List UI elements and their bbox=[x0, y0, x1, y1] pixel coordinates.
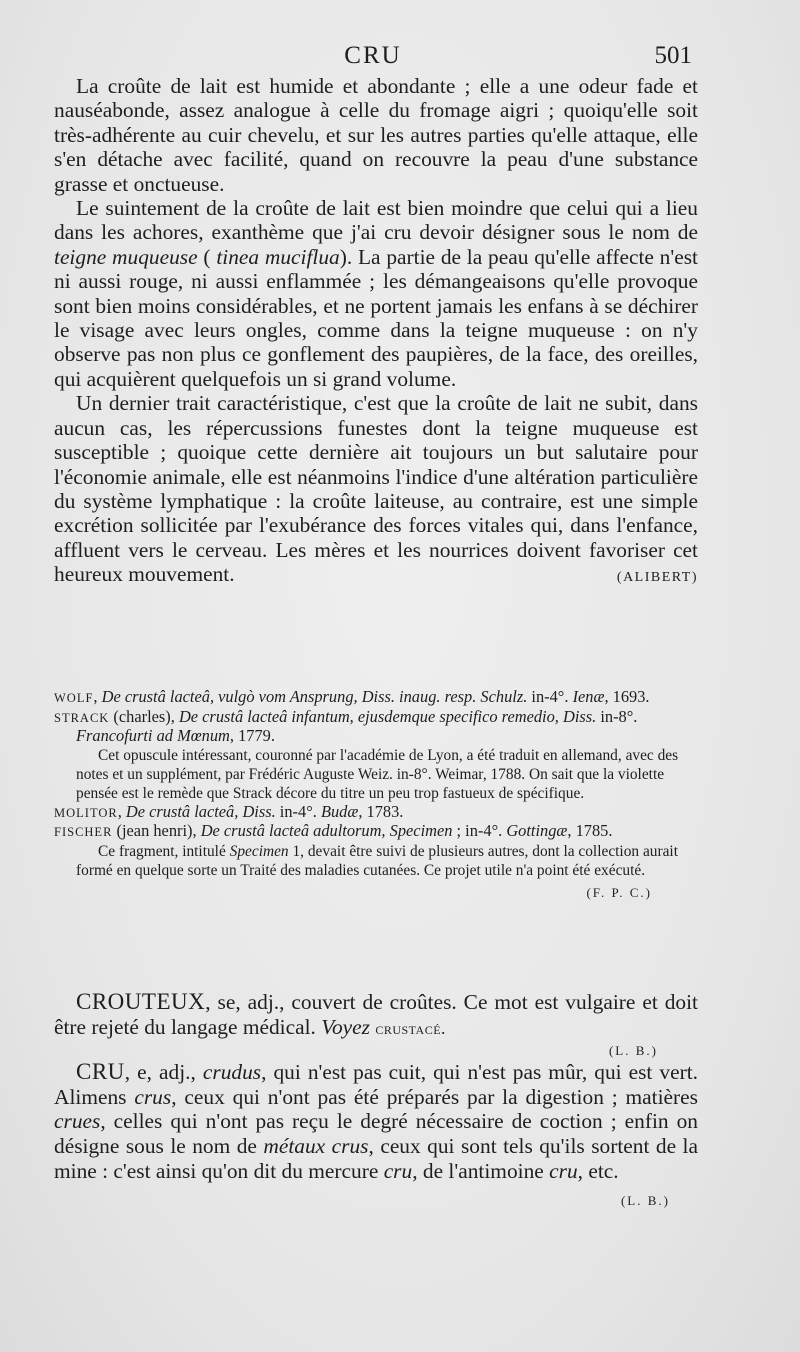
entry-signature: (L. B.) bbox=[620, 1193, 670, 1209]
paragraph-2 bbox=[54, 196, 698, 391]
biblio-year: , 1783. bbox=[358, 801, 404, 821]
italic-term: cru bbox=[383, 1158, 413, 1183]
biblio-title: De crustâ lacteâ, vulgò vom Ansprung, Diss. inaug. resp. Schulz. bbox=[101, 687, 528, 706]
dictionary-entries bbox=[54, 990, 698, 1214]
biblio-author: STRACK bbox=[54, 710, 110, 725]
headword-cru: CRU bbox=[76, 1059, 125, 1085]
italic-term: crus bbox=[134, 1084, 172, 1109]
biblio-title: De crustâ lacteâ infantum, ejusdemque specifico remedio, Diss. bbox=[178, 706, 597, 726]
biblio-format: in-4°. bbox=[275, 801, 321, 821]
biblio-entry-strack bbox=[54, 708, 698, 746]
paragraph-2-text-c: ). La partie de la peau qu'elle affecte n'est ni aussi rouge, ni aussi enflammée ; les démangeaisons qu'elle provoque sont bien moins considérables, et ne portent jamais les enfans à se déchirer le visage avec leurs ongles, comme dans la teigne muqueuse : on n'y observe pas non plus ce gonflement des paupières, de la face, des oreilles, qui acquièrent quelquefois un si grand volume. bbox=[54, 244, 698, 391]
entry-signature: (L. B.) bbox=[608, 1043, 658, 1059]
entry-definition: , couvert de croûtes. Ce mot est vulgaire et doit être rejeté du langage médical. bbox=[54, 990, 698, 1039]
term-teigne-muqueuse: teigne muqueuse bbox=[54, 244, 198, 269]
page-number: 501 bbox=[654, 42, 692, 69]
biblio-title: De crustâ lacteâ adultorum, Specimen bbox=[200, 821, 453, 841]
biblio-place: Ienæ bbox=[572, 687, 605, 706]
biblio-note-fischer bbox=[54, 842, 698, 880]
biblio-author: MOLITOR bbox=[54, 805, 118, 820]
biblio-signature: (F. P. C.) bbox=[586, 884, 652, 900]
biblio-year: , 1785. bbox=[567, 821, 613, 841]
bibliography bbox=[54, 688, 698, 903]
note-text-a: Ce fragment, intitulé bbox=[98, 842, 230, 860]
italic-term: crues bbox=[54, 1109, 101, 1134]
biblio-sep: , bbox=[117, 801, 126, 821]
running-title: CRU bbox=[344, 42, 402, 69]
headword-crouteux: CROUTEUX bbox=[76, 989, 206, 1014]
biblio-note-strack: Cet opuscule intéressant, couronné par l'académie de Lyon, a été traduit en allemand, avec des notes et un supplément, par Frédéric Auguste Weiz. in-8°. Weimar, 1788. On sait que la violette pensée est le remède que Strack décore du titre un peu trop fastueux de spécifique. bbox=[76, 746, 679, 802]
entry-text: , ceux qui sont tels qu'ils sortent de la mine : c'est ainsi qu'on dit du mercure bbox=[54, 1133, 698, 1183]
see-target: crustacé. bbox=[375, 1017, 446, 1038]
latin-term: crudus bbox=[202, 1060, 262, 1085]
biblio-format: in-8°. bbox=[596, 706, 638, 726]
paragraph-2-text-a: Le suintement de la croûte de lait est bien moindre que celui qui a lieu dans les achores, exanthème que j'ai cru devoir désigner sous le nom de bbox=[54, 196, 698, 245]
italic-term: cru bbox=[549, 1158, 578, 1183]
biblio-sep: (jean henri), bbox=[112, 821, 201, 841]
note-italic: Specimen bbox=[229, 842, 289, 860]
entry-grammar: , se, adj. bbox=[205, 990, 280, 1014]
entry-text: , etc. bbox=[577, 1158, 619, 1183]
note-text-b: 1, devait être suivi de plusieurs autres, dont la collection aurait formé en quelque sorte un Traité des maladies cutanées. Ce projet utile n'a point été exécuté. bbox=[76, 842, 678, 879]
biblio-entry-molitor bbox=[54, 803, 698, 823]
paragraph-2-text-b: ( bbox=[197, 244, 217, 269]
entry-text: , qui n'est pas cuit, qui n'est pas mûr, qui est vert. Alimens bbox=[54, 1060, 698, 1109]
entry-text: , de l'antimoine bbox=[412, 1158, 550, 1183]
entry-sep: , bbox=[190, 1060, 203, 1085]
biblio-author: FISCHER bbox=[54, 825, 113, 840]
italic-term: métaux crus bbox=[263, 1133, 369, 1158]
biblio-entry-fischer bbox=[54, 822, 698, 842]
biblio-place: Budæ bbox=[320, 801, 359, 821]
entry-crouteux bbox=[54, 990, 698, 1040]
entry-text: , ceux qui n'ont pas été préparés par la digestion ; matières bbox=[171, 1084, 698, 1109]
paragraph-3 bbox=[54, 391, 698, 586]
article-body bbox=[54, 74, 698, 591]
paragraph-3-text: Un dernier trait caractéristique, c'est que la croûte de lait ne subit, dans aucun cas, les répercussions funestes dont la teigne muqueuse est susceptible ; quoique cette dernière ait toujours un but salutaire pour l'économie animale, elle est néanmoins l'indice d'une altération particulière du système lymphatique : la croûte laiteuse, au contraire, est une simple excrétion sollicitée par l'exubérance des forces vitales qui, dans l'enfance, affluent vers le cerveau. Les mères et les nourrices doivent favoriser cet heureux mouvement. bbox=[54, 391, 698, 587]
biblio-entry-wolf bbox=[54, 688, 698, 708]
biblio-year: , 1779. bbox=[229, 726, 275, 746]
term-tinea-muciflua: tinea muciflua bbox=[216, 244, 340, 269]
biblio-year: , 1693. bbox=[604, 687, 650, 706]
running-header bbox=[54, 42, 692, 72]
biblio-format: in-4°. bbox=[527, 687, 573, 706]
paragraph-1: La croûte de lait est humide et abondante ; elle a une odeur fade et nauséabonde, assez analogue à celle du fromage aigri ; quoiqu'elle soit très-adhérente au cuir chevelu, et sur les autres parties qu'elle attaque, elle s'en détache avec facilité, quand on recouvre la peau d'une substance grasse et onctueuse. bbox=[54, 74, 698, 196]
entry-text: , celles qui n'ont pas reçu le degré nécessaire de coction ; enfin on désigne sous le nom de bbox=[54, 1109, 698, 1158]
biblio-place: Francofurti ad Mœnum bbox=[76, 726, 230, 746]
biblio-place: Gottingæ bbox=[506, 821, 568, 841]
author-signature: (ALIBERT) bbox=[616, 570, 698, 586]
biblio-sep: (charles), bbox=[109, 706, 179, 726]
biblio-format: ; in-4°. bbox=[452, 821, 507, 841]
biblio-title: De crustâ lacteâ, Diss. bbox=[125, 801, 276, 821]
entry-cru bbox=[54, 1059, 698, 1209]
entry-grammar: , e, adj. bbox=[124, 1060, 191, 1085]
biblio-sep: , bbox=[93, 687, 102, 706]
biblio-author: WOLF bbox=[54, 691, 94, 705]
see-label: Voyez bbox=[321, 1014, 370, 1039]
